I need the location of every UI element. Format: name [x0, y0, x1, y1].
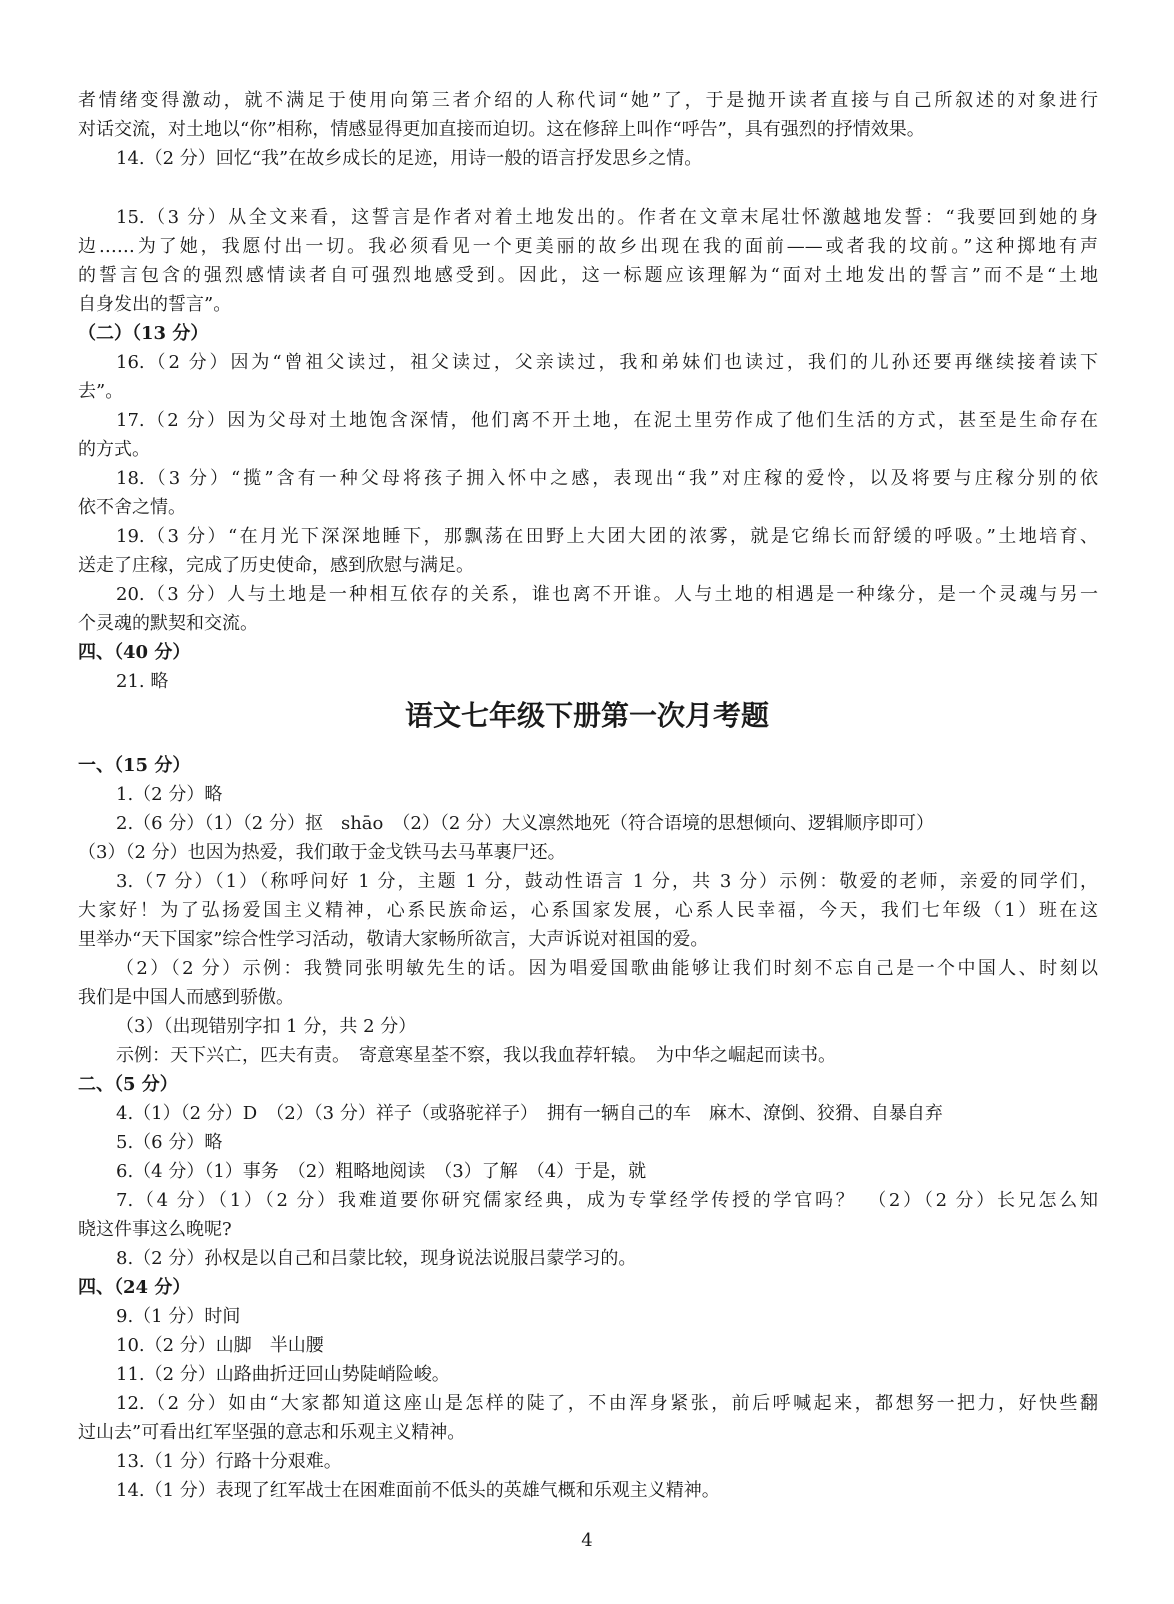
- answer-20: 20.（3 分）人与土地是一种相互依存的关系，谁也离不开谁。人与土地的相遇是一种缘分，是一个灵魂与另一: [116, 584, 1098, 605]
- answer-17: 17.（2 分）因为父母对土地饱含深情，他们离不开土地，在泥土里劳作成了他们生活的方式，甚至是生命存在: [116, 410, 1098, 431]
- exam-title: 语文七年级下册第一次月考题: [404, 699, 769, 732]
- section-heading: 四、（40 分）: [78, 642, 191, 663]
- answer-line: 里举办“天下国家”综合性学习活动，敬请大家畅所欲言，大声诉说对祖国的爱。: [78, 929, 709, 950]
- answer-5: 5.（6 分）略: [116, 1132, 223, 1153]
- section-heading: 四、（24 分）: [78, 1277, 191, 1298]
- answer-line: 我们是中国人而感到骄傲。: [78, 987, 294, 1008]
- answer-4: 4.（1）（2 分）D （2）（3 分）祥子（或骆驼祥子） 拥有一辆自己的车 麻木、潦倒、狡猾、自暴自弃: [116, 1103, 943, 1124]
- answer-3-3: （3）（出现错别字扣 1 分，共 2 分）: [116, 1016, 417, 1037]
- answer-8: 8.（2 分）孙权是以自己和吕蒙比较，现身说法说服吕蒙学习的。: [116, 1248, 637, 1269]
- answer-line: 个灵魂的默契和交流。: [78, 613, 258, 634]
- answer-line: 对话交流，对土地以“你”相称，情感显得更加直接而迫切。这在修辞上叫作“呼告”，具有强烈的抒情效果。: [78, 119, 925, 140]
- answer-line: 大家好！为了弘扬爱国主义精神，心系民族命运，心系国家发展，心系人民幸福，今天，我们七年级（1）班在这: [78, 900, 1098, 921]
- answer-10: 10.（2 分）山脚 半山腰: [116, 1335, 324, 1356]
- answer-line: （3）（2 分）也因为热爱，我们敢于金戈铁马去马革裹尸还。: [78, 842, 566, 863]
- answer-12: 12.（2 分）如由“大家都知道这座山是怎样的陡了，不由浑身紧张，前后呼喊起来，都想努一把力，好快些翻: [116, 1393, 1098, 1414]
- answer-19: 19.（3 分）“在月光下深深地睡下，那飘荡在田野上大团大团的浓雾，就是它绵长而舒缓的呼吸。”土地培育、: [116, 526, 1098, 547]
- section-heading: 一、（15 分）: [78, 755, 191, 776]
- answer-line: 示例：天下兴亡，匹夫有责。 寄意寒星荃不察，我以我血荐轩辕。 为中华之崛起而读书。: [116, 1045, 836, 1066]
- answer-14-b: 14.（1 分）表现了红军战士在困难面前不低头的英雄气概和乐观主义精神。: [116, 1480, 720, 1501]
- answer-line: 依不舍之情。: [78, 497, 186, 518]
- answer-21: 21. 略: [116, 671, 169, 692]
- answer-14: 14.（2 分）回忆“我”在故乡成长的足迹，用诗一般的语言抒发思乡之情。: [116, 148, 703, 169]
- answer-9: 9.（1 分）时间: [116, 1306, 241, 1327]
- answer-line: 者情绪变得激动，就不满足于使用向第三者介绍的人称代词“她”了，于是抛开读者直接与自己所叙述的对象进行: [78, 90, 1098, 111]
- answer-18: 18.（3 分）“揽”含有一种父母将孩子拥入怀中之感，表现出“我”对庄稼的爱怜，以及将要与庄稼分别的依: [116, 468, 1098, 489]
- answer-line: 去”。: [78, 381, 124, 402]
- answer-3: 3.（7 分）（1）（称呼问好 1 分，主题 1 分，鼓动性语言 1 分，共 3 分）示例：敬爱的老师，亲爱的同学们，: [116, 871, 1098, 892]
- answer-line: 自身发出的誓言”。: [78, 294, 232, 315]
- answer-6: 6.（4 分）（1）事务 （2）粗略地阅读 （3）了解 （4）于是，就: [116, 1161, 647, 1182]
- answer-7: 7.（4 分）（1）（2 分）我难道要你研究儒家经典，成为专掌经学传授的学官吗？ （2）（2 分）长兄怎么知: [116, 1190, 1098, 1211]
- answer-11: 11.（2 分）山路曲折迂回山势陡峭险峻。: [116, 1364, 450, 1385]
- answer-line: 边……为了她，我愿付出一切。我必须看见一个更美丽的故乡出现在我的面前——或者我的坟前。”这种掷地有声: [78, 236, 1098, 257]
- answer-2: 2.（6 分）（1）（2 分）抠 shāo （2）（2 分）大义凛然地死（符合语境的思想倾向、逻辑顺序即可）: [116, 813, 934, 834]
- answer-line: 的誓言包含的强烈感情读者自可强烈地感受到。因此，这一标题应该理解为“面对土地发出的誓言”而不是“土地: [78, 265, 1098, 286]
- answer-1: 1.（2 分）略: [116, 784, 223, 805]
- section-heading: 二、（5 分）: [78, 1074, 178, 1095]
- answer-15: 15.（3 分）从全文来看，这誓言是作者对着土地发出的。作者在文章末尾壮怀激越地发誓：“我要回到她的身: [116, 207, 1098, 228]
- answer-16: 16.（2 分）因为“曾祖父读过，祖父读过，父亲读过，我和弟妹们也读过，我们的儿孙还要再继续接着读下: [116, 352, 1098, 373]
- answer-13: 13.（1 分）行路十分艰难。: [116, 1451, 342, 1472]
- answer-line: 晓这件事这么晚呢?: [78, 1219, 232, 1240]
- answer-line: 的方式。: [78, 439, 150, 460]
- answer-3-2: （2）（2 分）示例：我赞同张明敏先生的话。因为唱爱国歌曲能够让我们时刻不忘自己是一个中国人、时刻以: [116, 958, 1098, 979]
- page-number: 4: [581, 1530, 593, 1551]
- answer-line: 过山去”可看出红军坚强的意志和乐观主义精神。: [78, 1422, 466, 1443]
- answer-line: 送走了庄稼，完成了历史使命，感到欣慰与满足。: [78, 555, 474, 576]
- section-heading: （二）（13 分）: [78, 323, 209, 344]
